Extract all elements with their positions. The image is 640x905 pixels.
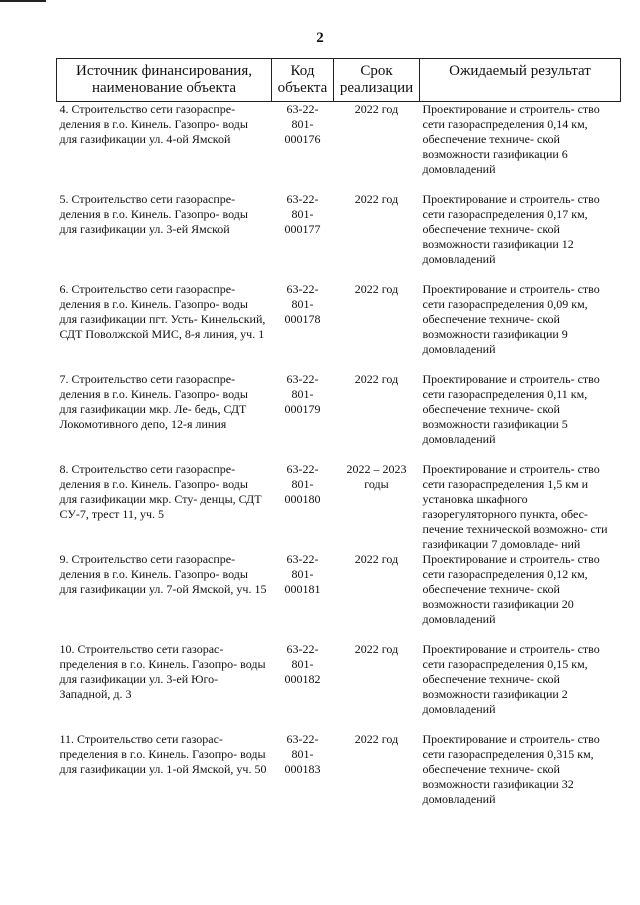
row-term: 2022 год (354, 192, 399, 206)
row-object-code: 63-22- 801- 000178 (284, 282, 321, 326)
row-term: 2022 год (354, 372, 399, 386)
row-object-code: 63-22- 801- 000183 (284, 732, 321, 776)
row-object-code: 63-22- 801- 000182 (284, 642, 321, 686)
row-object-name: 7. Строительство сети газораспре- деления в г.о. Кинель. Газопро- воды для газификации мкр. Ле- бедь, СДТ Локомотивного депо, 12-я линия (59, 372, 248, 431)
header-code: Код объекта (272, 59, 334, 102)
row-result: Проектирование и строитель- ство сети газораспределения 0,17 км, обеспечение техниче- ской возможности газификации 12 домовладений (422, 192, 600, 266)
row-object-code: 63-22- 801- 000180 (284, 462, 321, 506)
row-result: Проектирование и строитель- ство сети газораспределения 0,11 км, обеспечение техниче- ской возможности газификации 5 домовладений (422, 372, 600, 446)
row-object-code: 63-22- 801- 000176 (284, 102, 321, 146)
table-row (57, 102, 621, 193)
table-row (57, 372, 621, 462)
table-row (57, 192, 621, 282)
table-row (57, 552, 621, 642)
top-rule (0, 0, 46, 2)
row-result: Проектирование и строитель- ство сети газораспределения 0,12 км, обеспечение техниче- ской возможности газификации 20 домовладений (422, 552, 600, 626)
row-result: Проектирование и строитель- ство сети газораспределения 1,5 км и установка шкафного газорегуляторного пункта, обес- печение технической возможно- сти газификации 7 домовладе- ний (422, 462, 608, 551)
row-result: Проектирование и строитель- ство сети газораспределения 0,315 км, обеспечение техниче- ской возможности газификации 32 домовладений (422, 732, 600, 806)
row-term: 2022 год (354, 552, 399, 566)
row-object-code: 63-22- 801- 000181 (284, 552, 321, 596)
row-result: Проектирование и строитель- ство сети газораспределения 0,14 км, обеспечение техниче- ской возможности газификации 6 домовладений (422, 102, 600, 176)
table-row (57, 282, 621, 372)
row-result: Проектирование и строитель- ство сети газораспределения 0,15 км, обеспечение техниче- ской возможности газификации 2 домовладений (422, 642, 600, 716)
row-object-name: 5. Строительство сети газораспре- деления в г.о. Кинель. Газопро- воды для газификации ул. 3-ей Ямской (59, 192, 248, 236)
header-result: Ожидаемый результат (420, 59, 621, 102)
row-term: 2022 год (354, 282, 399, 296)
row-object-code: 63-22- 801- 000179 (284, 372, 321, 416)
row-object-name: 8. Строительство сети газораспре- деления в г.о. Кинель. Газопро- воды для газификации мкр. Сту- денцы, СДТ СУ-7, трест 11, уч. 5 (59, 462, 262, 521)
row-result: Проектирование и строитель- ство сети газораспределения 0,09 км, обеспечение техниче- ской возможности газификации 9 домовладений (422, 282, 600, 356)
table-header-row (57, 59, 621, 102)
page-number: 2 (316, 30, 324, 46)
row-term: 2022 год (354, 642, 399, 656)
table-row (57, 732, 621, 822)
header-source: Источник финансирования, наименование объекта (57, 59, 272, 102)
row-object-name: 11. Строительство сети газорас- пределения в г.о. Кинель. Газопро- воды для газификации ул. 1-ой Ямской, уч. 50 (59, 732, 267, 776)
table-row (57, 462, 621, 552)
row-object-name: 9. Строительство сети газораспре- деления в г.о. Кинель. Газопро- воды для газификации ул. 7-ой Ямской, уч. 15 (59, 552, 267, 596)
header-term: Срок реализации (334, 59, 420, 102)
row-term: 2022 год (354, 102, 399, 116)
row-object-name: 10. Строительство сети газорас- пределения в г.о. Кинель. Газопро- воды для газификации ул. 3-ей Юго-Западной, д. 3 (59, 642, 266, 701)
table-row (57, 642, 621, 732)
row-term: 2022 – 2023 годы (346, 462, 407, 491)
financing-table (56, 58, 621, 822)
row-object-name: 4. Строительство сети газораспре- деления в г.о. Кинель. Газопро- воды для газификации ул. 4-ой Ямской (59, 102, 248, 146)
row-term: 2022 год (354, 732, 399, 746)
row-object-code: 63-22- 801- 000177 (284, 192, 321, 236)
row-object-name: 6. Строительство сети газораспре- деления в г.о. Кинель. Газопро- воды для газификации пгт. Усть- Кинельский, СДТ Поволжской МИС, 8-я линия, уч. 1 (59, 282, 266, 341)
